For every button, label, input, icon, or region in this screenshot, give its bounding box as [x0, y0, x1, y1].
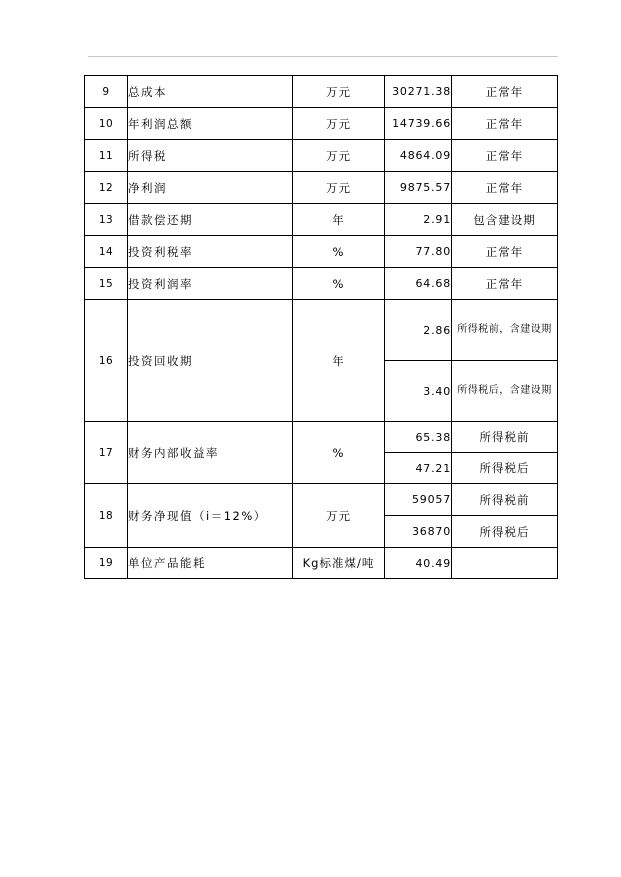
row-value: 4864.09: [385, 140, 452, 172]
row-value: 3.40: [385, 361, 452, 422]
row-value: 47.21: [385, 453, 452, 484]
row-name: 财务内部收益率: [128, 422, 293, 484]
row-number: 16: [85, 300, 128, 422]
row-note: 正常年: [452, 108, 558, 140]
row-note: 所得税后，含建设期: [452, 361, 558, 422]
row-note: 正常年: [452, 172, 558, 204]
table-row: [85, 172, 558, 204]
row-note: 所得税后: [452, 516, 558, 548]
row-value: 30271.38: [385, 76, 452, 108]
row-number: 14: [85, 236, 128, 268]
row-value: 77.80: [385, 236, 452, 268]
row-value: 40.49: [385, 548, 452, 579]
row-unit: 万元: [293, 172, 385, 204]
row-name: 所得税: [128, 140, 293, 172]
row-value: 2.91: [385, 204, 452, 236]
row-number: 10: [85, 108, 128, 140]
row-value: 9875.57: [385, 172, 452, 204]
row-note: 正常年: [452, 140, 558, 172]
row-value: 65.38: [385, 422, 452, 453]
row-number: 11: [85, 140, 128, 172]
row-name: 投资利润率: [128, 268, 293, 300]
table-row: [85, 140, 558, 172]
row-note: 正常年: [452, 236, 558, 268]
row-note: 正常年: [452, 268, 558, 300]
row-note: 正常年: [452, 76, 558, 108]
header-rule: [88, 56, 558, 57]
row-number: 13: [85, 204, 128, 236]
row-unit: 万元: [293, 140, 385, 172]
row-name: 单位产品能耗: [128, 548, 293, 579]
row-unit: %: [293, 268, 385, 300]
row-note: 包含建设期: [452, 204, 558, 236]
table-row: [85, 236, 558, 268]
table-row: [85, 422, 558, 453]
row-value: 59057: [385, 484, 452, 516]
row-note: 所得税后: [452, 453, 558, 484]
row-note: [452, 548, 558, 579]
row-name: 财务净现值（i＝12%）: [128, 484, 293, 548]
table-row: [85, 484, 558, 516]
row-value: 36870: [385, 516, 452, 548]
row-number: 17: [85, 422, 128, 484]
row-unit: 万元: [293, 484, 385, 548]
row-note: 所得税前: [452, 422, 558, 453]
row-unit: 万元: [293, 108, 385, 140]
table-row: [85, 76, 558, 108]
row-number: 19: [85, 548, 128, 579]
row-number: 12: [85, 172, 128, 204]
row-unit: %: [293, 422, 385, 484]
row-value: 64.68: [385, 268, 452, 300]
row-name: 净利润: [128, 172, 293, 204]
row-note: 所得税前，含建设期: [452, 300, 558, 361]
row-name: 投资回收期: [128, 300, 293, 422]
row-unit: 年: [293, 204, 385, 236]
row-unit: 年: [293, 300, 385, 422]
row-unit: Kg标准煤/吨: [293, 548, 385, 579]
row-name: 投资利税率: [128, 236, 293, 268]
row-value: 14739.66: [385, 108, 452, 140]
table-row: [85, 300, 558, 361]
table-row: [85, 548, 558, 579]
row-unit: 万元: [293, 76, 385, 108]
indicator-table: [84, 75, 558, 579]
row-name: 年利润总额: [128, 108, 293, 140]
row-name: 借款偿还期: [128, 204, 293, 236]
row-note: 所得税前: [452, 484, 558, 516]
row-value: 2.86: [385, 300, 452, 361]
row-number: 18: [85, 484, 128, 548]
table-row: [85, 204, 558, 236]
row-unit: %: [293, 236, 385, 268]
table-row: [85, 268, 558, 300]
row-number: 9: [85, 76, 128, 108]
row-name: 总成本: [128, 76, 293, 108]
table-row: [85, 108, 558, 140]
row-number: 15: [85, 268, 128, 300]
